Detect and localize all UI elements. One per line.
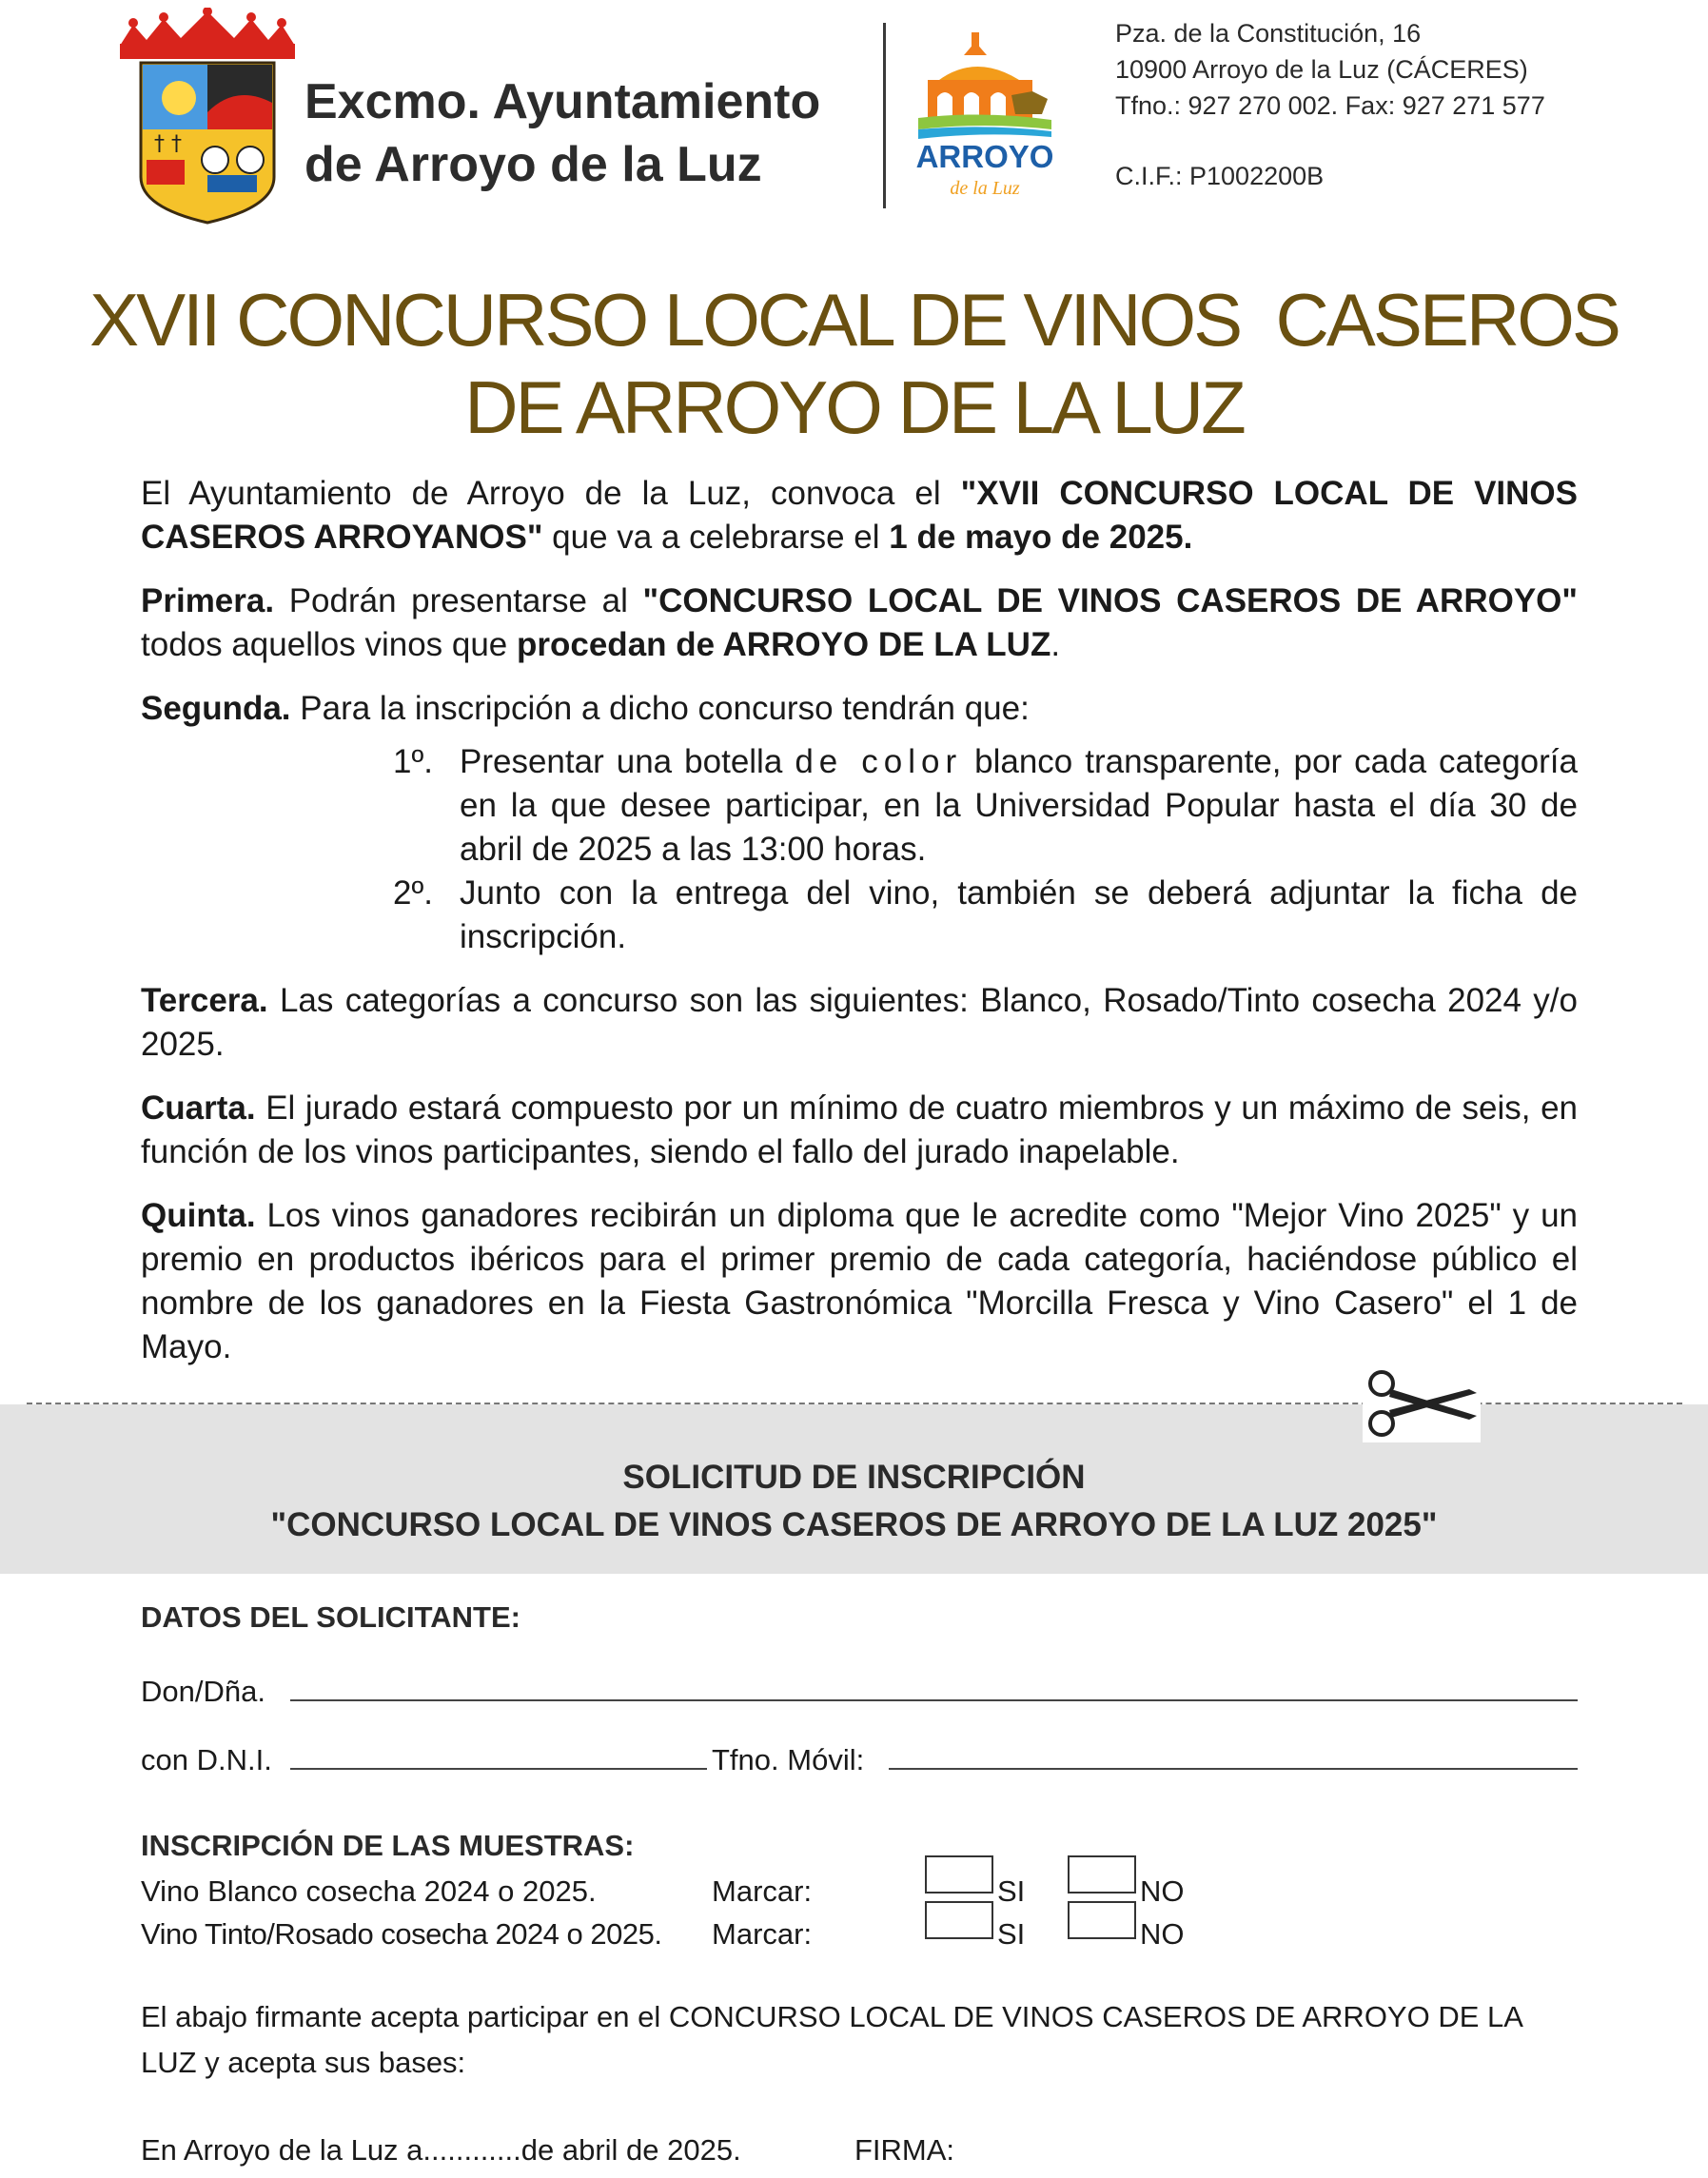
mobile-label: Tfno. Móvil: xyxy=(712,1743,865,1776)
name-field[interactable] xyxy=(290,1699,1578,1701)
crown-icon xyxy=(120,8,295,59)
document-title xyxy=(0,276,1708,451)
sample-red-no-label: NO xyxy=(1140,1917,1185,1951)
form-title-line-1: SOLICITUD DE INSCRIPCIÓN xyxy=(622,1459,1086,1496)
dni-label: con D.N.I. xyxy=(141,1743,272,1776)
scissors-icon xyxy=(1363,1366,1481,1442)
name-label: Don/Dña. xyxy=(141,1675,265,1708)
acceptance-text: El abajo firmante acepta participar en el CONCURSO LOCAL DE VINOS CASEROS DE ARROYO DE LA LUZ y acepta sus bases: xyxy=(141,2000,1522,2079)
mobile-field[interactable] xyxy=(889,1768,1578,1770)
authority-line-2: de Arroyo de la Luz xyxy=(304,137,762,192)
sample-red-mark-label: Marcar: xyxy=(712,1917,813,1951)
authority-line-1: Excmo. Ayuntamiento xyxy=(304,74,821,129)
place-date-line: En Arroyo de la Luz a............de abril de 2025. xyxy=(141,2133,741,2167)
horse-icon xyxy=(1011,91,1048,114)
dni-field[interactable] xyxy=(290,1768,707,1770)
title-line-2: DE ARROYO DE LA LUZ xyxy=(464,365,1244,449)
signature-label: FIRMA: xyxy=(854,2133,955,2167)
form-title xyxy=(0,1454,1708,1549)
form-title-line-2: "CONCURSO LOCAL DE VINOS CASEROS DE ARROYO DE LA LUZ 2025" xyxy=(270,1506,1438,1543)
header-divider xyxy=(883,23,886,208)
rule-quinta: Quinta. Los vinos ganadores recibirán un diploma que le acredite como "Mejor Vino 2025" y un premio en productos ibéricos para el primer premio de cada categoría, haciéndose público el nombre de los ganadores en la Fiesta Gastronómica "Morcilla Fresca y Vino Casero" el 1 de Mayo. xyxy=(141,1197,1578,1365)
applicant-data-heading: DATOS DEL SOLICITANTE: xyxy=(141,1600,520,1634)
address-line-1: Pza. de la Constitución, 16 xyxy=(1115,19,1422,48)
contest-rules xyxy=(141,472,1578,1389)
sample-red-si-label: SI xyxy=(997,1917,1026,1951)
arroyo-town-logo xyxy=(909,23,1061,204)
address-line-2: 10900 Arroyo de la Luz (CÁCERES) xyxy=(1115,55,1528,84)
sample-white-si-checkbox[interactable] xyxy=(925,1855,993,1893)
registration-steps xyxy=(393,740,1578,959)
sample-red-label: Vino Tinto/Rosado cosecha 2024 o 2025. xyxy=(141,1917,662,1951)
municipal-crest-logo xyxy=(112,8,303,226)
logo-wordmark: ARROYO xyxy=(915,139,1054,174)
issuing-authority xyxy=(304,70,820,196)
sample-white-label: Vino Blanco cosecha 2024 o 2025. xyxy=(141,1874,597,1908)
rule-tercera: Tercera. Las categorías a concurso son las siguientes: Blanco, Rosado/Tinto cosecha 2024 y/o 2025. xyxy=(141,982,1578,1063)
sample-white-mark-label: Marcar: xyxy=(712,1874,813,1908)
sample-red-si-checkbox[interactable] xyxy=(925,1901,993,1939)
title-line-1: XVII CONCURSO LOCAL DE VINOS CASEROS xyxy=(89,278,1619,362)
cif-number: C.I.F.: P1002200B xyxy=(1115,162,1325,190)
sample-white-no-label: NO xyxy=(1140,1874,1185,1908)
step-item: 1º. Presentar una botella de color blanco transparente, por cada categoría en la que desee participar, en la Universidad Popular hasta el día 30 de abril de 2025 a las 13:00 horas. xyxy=(393,743,1578,868)
phone-fax: Tfno.: 927 270 002. Fax: 927 271 577 xyxy=(1115,91,1545,120)
svg-text:† †: † † xyxy=(154,132,182,156)
contact-block xyxy=(1115,15,1545,194)
step-item: 2º. Junto con la entrega del vino, también se deberá adjuntar la ficha de inscripción. xyxy=(393,874,1578,955)
samples-heading: INSCRIPCIÓN DE LAS MUESTRAS: xyxy=(141,1829,635,1862)
sample-white-no-checkbox[interactable] xyxy=(1068,1855,1136,1893)
sample-red-no-checkbox[interactable] xyxy=(1068,1901,1136,1939)
rule-cuarta: Cuarta. El jurado estará compuesto por un mínimo de cuatro miembros y un máximo de seis, en función de los vinos participantes, siendo el fallo del jurado inapelable. xyxy=(141,1089,1578,1170)
rule-primera: Primera. Podrán presentarse al "CONCURSO LOCAL DE VINOS CASEROS DE ARROYO" todos aquellos vinos que procedan de ARROYO DE LA LUZ. xyxy=(141,582,1578,663)
sample-white-si-label: SI xyxy=(997,1874,1026,1908)
rule-segunda: Segunda. Para la inscripción a dicho concurso tendrán que: xyxy=(141,690,1030,727)
logo-script: de la Luz xyxy=(950,178,1020,199)
intro-paragraph: El Ayuntamiento de Arroyo de la Luz, convoca el "XVII CONCURSO LOCAL DE VINOS CASEROS ARROYANOS" que va a celebrarse el 1 de mayo de 2025. xyxy=(141,475,1578,556)
